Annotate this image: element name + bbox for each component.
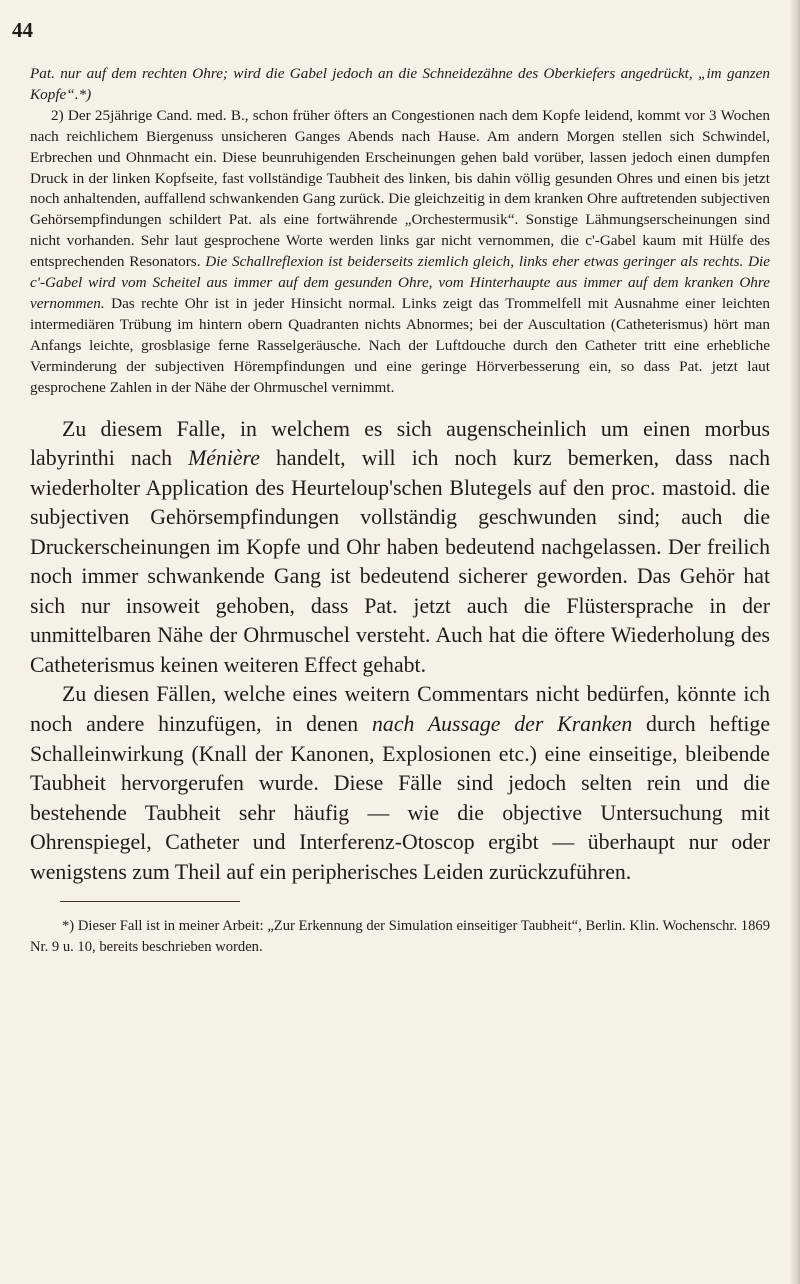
footnote-block <box>30 916 770 957</box>
paragraph-2 <box>30 680 770 887</box>
paragraph-1 <box>30 415 770 681</box>
footnote-text: *) Dieser Fall ist in meiner Arbeit: „Zur Erkennung der Simulation einseitiger Taubheit“, Berlin. Klin. Wochenschr. 1869 Nr. 9 u. 10, bereits beschrieben worden. <box>30 918 770 955</box>
case-2-paragraph <box>30 106 770 399</box>
paragraph-2-text-b: durch heftige Schalleinwirkung (Knall der Kanonen, Explosionen etc.) eine einseitige, bleibende Taubheit hervorgerufen wurde. Diese Fälle sind jedoch selten rein und die bestehende Taubheit sehr häufig — wie die objective Untersuchung mit Ohrenspiegel, Catheter und Interferenz-Otoscop ergibt — überhaupt nur oder wenigstens zum Theil auf ein peripherisches Leiden zurückzuführen. <box>30 711 771 884</box>
paragraph-1-text-a: Zu diesem Falle, in welchem es sich augenscheinlich um einen morbus labyrinthi nach <box>30 416 770 471</box>
paragraph-2-italic: nach Aussage der Kranken <box>372 711 633 736</box>
case-2-text-a: 2) Der 25jährige Cand. med. B., schon früher öfters an Congestionen nach dem Kopfe leidend, kommt vor 3 Wochen nach reichlichem Biergenuss unsicheren Ganges Abends nach Hause. Am andern Morgen stellen sich Schwindel, Erbrechen und Ohnmacht ein. Diese beunruhigenden Erscheinungen gehen bald vorüber, lassen jedoch einen dumpfen Druck in der linken Kopfseite, fast vollständige Taubheit des linken, bis dahin völlig gesunden Ohres und einen bis jetzt noch anhaltenden, auffallend schwankenden Gang zurück. Die gleichzeitig in dem kranken Ohre auftretenden subjectiven Gehörsempfindungen schildert Pat. als eine fortwährende „Orchestermusik“. Sonstige Lähmungserscheinungen sind nicht vorhanden. Sehr laut gesprochene Worte werden links gar nicht vernommen, die c'-Gabel kaum mit Hülfe des entsprechenden Resonators. <box>30 106 770 271</box>
case-intro-paragraph <box>30 64 770 106</box>
main-text-block <box>30 415 770 888</box>
case-report-block <box>30 64 770 399</box>
page-edge-shadow <box>790 0 800 1284</box>
case-2-italic-findings: Die Schallreflexion ist beiderseits ziemlich gleich, links eher etwas geringer als rechts. Die c'-Gabel wird vom Scheitel aus immer auf dem gesunden Ohre, vom Hinterhaupte aus immer auf dem kranken Ohre vernommen. <box>30 253 770 312</box>
paragraph-2-text-a: Zu diesen Fällen, welche eines weitern Commentars nicht bedürfen, könnte ich noch andere hinzufügen, in denen <box>30 682 770 736</box>
page-content <box>30 64 770 957</box>
footnote-divider <box>60 901 240 902</box>
case-intro-italic: Pat. nur auf dem rechten Ohre; wird die Gabel jedoch an die Schneidezähne des Oberkiefers angedrückt, „im ganzen Kopfe“.*) <box>30 65 770 103</box>
paragraph-1-text-b: handelt, will ich noch kurz bemerken, dass nach wiederholter Application des Heurteloup'schen Blutegels auf den proc. mastoid. die subjectiven Gehörsempfindungen vollständig geschwunden sind; auch die Druckerscheinungen im Kopfe und Ohr haben bedeutend nachgelassen. Der freilich noch immer schwankende Gang ist bedeutend sicherer geworden. Das Gehör hat sich nur insoweit gehoben, dass Pat. jetzt auch die Flüstersprache in der unmittelbaren Nähe der Ohrmuschel versteht. Auch hat die öftere Wiederholung des Catheterismus keinen weiteren Effect gehabt. <box>30 446 770 677</box>
case-2-text-c: Das rechte Ohr ist in jeder Hinsicht normal. Links zeigt das Trommelfell mit Ausnahme einer leichten intermediären Trübung im hintern obern Quadranten nichts Abnormes; bei der Auscultation (Catheterismus) hört man Anfangs leichte, grosblasige ferne Rasselgeräusche. Nach der Luftdouche durch den Catheter tritt eine erhebliche Verminderung der subjectiven Hörempfindungen und eine geringe Hörverbesserung ein, so dass Pat. jetzt laut gesprochene Zahlen in der Nähe der Ohrmuschel vernimmt. <box>30 294 770 396</box>
paragraph-1-name-meniere: Ménière <box>188 446 260 471</box>
page-number: 44 <box>12 18 33 42</box>
